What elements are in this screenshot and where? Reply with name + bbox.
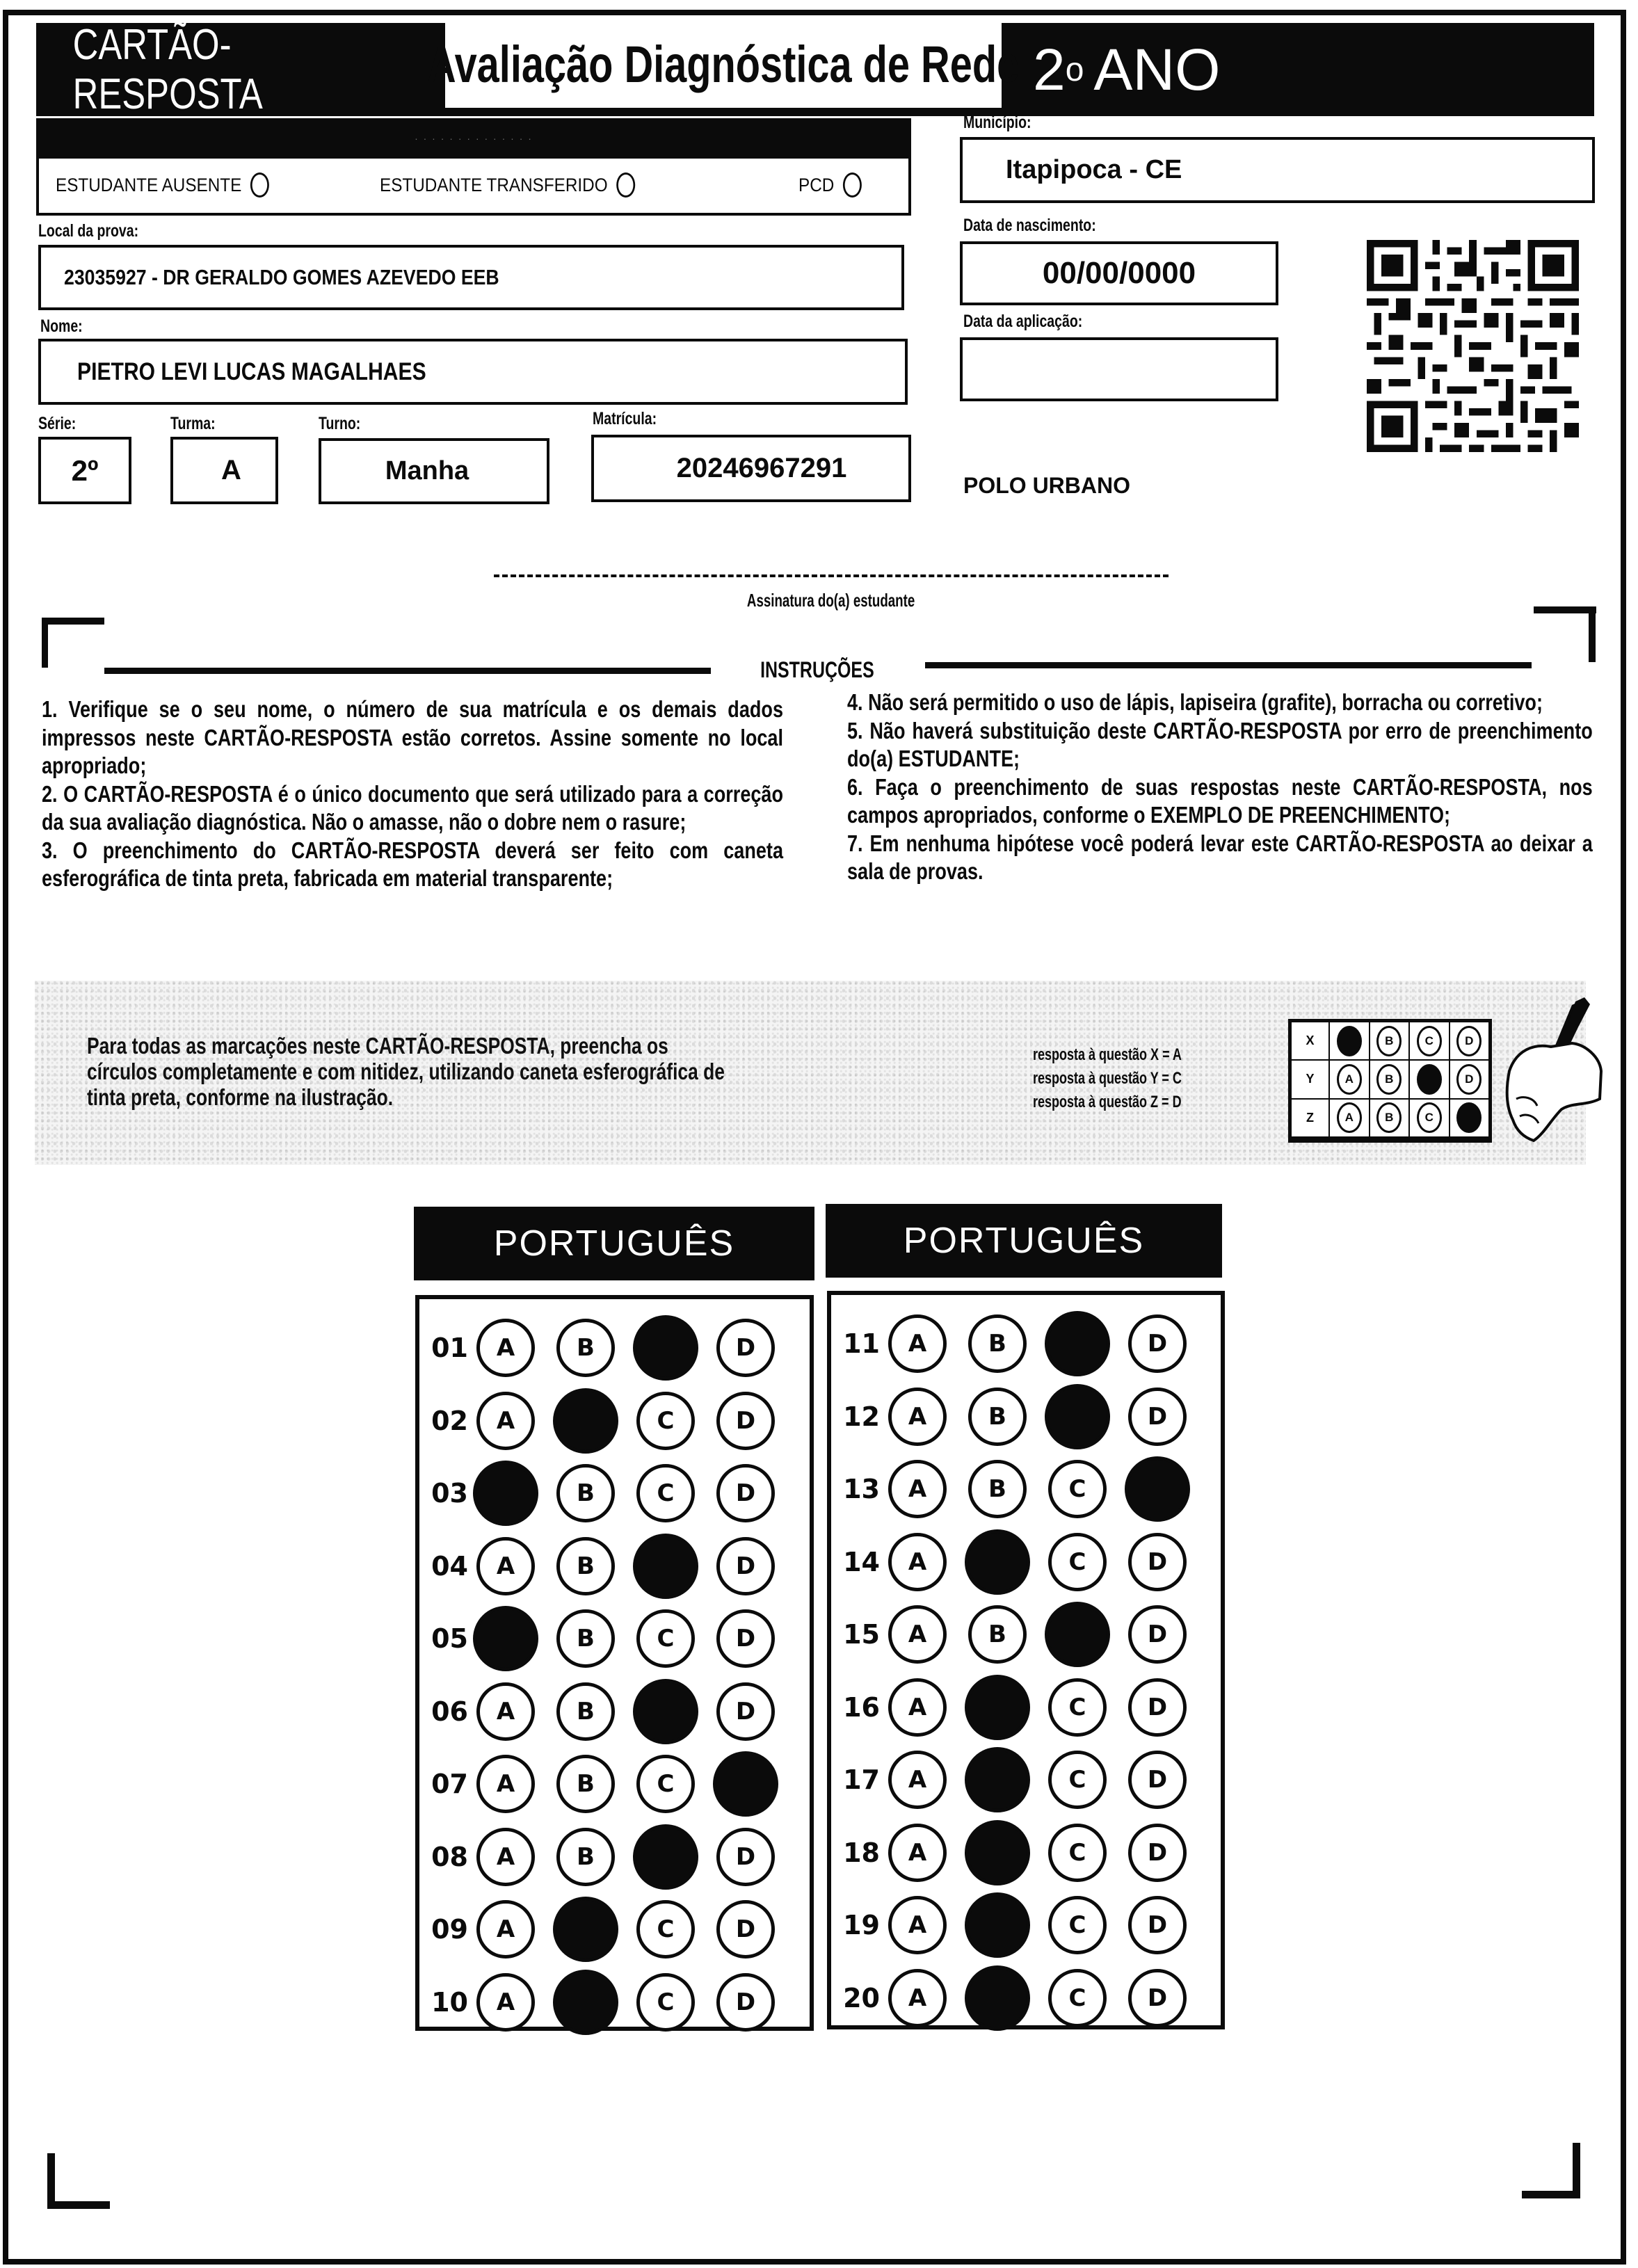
question-number: 14 [843, 1546, 880, 1577]
question-number: 19 [843, 1910, 880, 1940]
corner-mark-top-left-h [42, 618, 104, 625]
status-bar-header: · · · · · · · · · · · · · · [36, 118, 911, 159]
status-pcd[interactable] [798, 172, 862, 198]
example-bubble: C [1417, 1026, 1442, 1056]
exam-name: Avaliação Diagnóstica de Rede [427, 35, 1020, 93]
question-row [419, 1749, 796, 1819]
answer-bubble-filled[interactable] [633, 1315, 698, 1381]
answer-bubble[interactable]: A [888, 1751, 947, 1809]
hand-with-pen-icon [1468, 995, 1607, 1155]
status-pcd-label: PCD [798, 174, 835, 195]
answer-bubble[interactable]: A [888, 1533, 947, 1591]
question-row [419, 1458, 796, 1528]
turma-label: Turma: [170, 414, 216, 433]
question-number: 03 [431, 1478, 468, 1509]
answer-bubble-filled[interactable] [965, 1675, 1030, 1740]
answer-bubble-filled[interactable] [633, 1534, 698, 1599]
question-row [419, 1822, 796, 1892]
answer-bubble[interactable]: C [1048, 1678, 1107, 1737]
answer-bubble[interactable]: A [888, 1388, 947, 1446]
example-bubble: C [1417, 1102, 1442, 1133]
question-row [831, 1818, 1208, 1888]
question-row [831, 1745, 1208, 1815]
answer-bubble-filled[interactable] [473, 1606, 538, 1671]
answer-bubble[interactable]: D [1128, 1824, 1187, 1882]
answer-bubble-filled[interactable] [965, 1892, 1030, 1958]
answer-bubble[interactable]: D [1128, 1969, 1187, 2027]
question-number: 13 [843, 1474, 880, 1504]
example-bubble: A [1337, 1064, 1362, 1095]
corner-mark-bottom-left-h [47, 2201, 110, 2209]
nome-label: Nome: [40, 316, 83, 336]
municipio-label: Município: [963, 113, 1031, 132]
corner-mark-bottom-left-v [47, 2153, 55, 2209]
answer-bubble[interactable]: D [716, 1900, 775, 1959]
question-number: 11 [843, 1328, 880, 1359]
answer-bubble[interactable]: B [968, 1314, 1027, 1373]
grade-ordinal: o [1065, 51, 1084, 88]
corner-mark-top-right-v [1589, 606, 1596, 662]
example-q-label: Y [1291, 1060, 1329, 1098]
turno-field [319, 438, 549, 504]
serie-field [38, 437, 131, 504]
turma-value: A [221, 455, 241, 485]
question-row [831, 1673, 1208, 1742]
matricula-label: Matrícula: [593, 409, 657, 428]
turno-value: Manha [385, 456, 469, 485]
question-number: 05 [431, 1623, 468, 1654]
example-bubble: A [1337, 1102, 1362, 1133]
answer-bubble[interactable]: A [888, 1605, 947, 1664]
instructions-rule-right [925, 662, 1532, 668]
answer-bubble[interactable]: C [636, 1900, 695, 1959]
answer-bubble-filled[interactable] [553, 1970, 618, 2035]
local-field [38, 245, 904, 310]
answer-bubble[interactable]: C [636, 1973, 695, 2032]
answer-grid-2 [827, 1291, 1225, 2029]
answer-bubble[interactable]: B [968, 1460, 1027, 1518]
instruction-item: 7. Em nenhuma hipótese você poderá levar este CARTÃO-RESPOSTA ao deixar a sala de provas. [847, 830, 1593, 884]
question-row [419, 1386, 796, 1456]
answer-bubble-filled[interactable] [965, 1965, 1030, 2031]
aplicacao-label: Data da aplicação: [963, 312, 1083, 331]
example-bubble-filled [1337, 1026, 1362, 1056]
example-q-label: X [1291, 1022, 1329, 1060]
answer-bubble[interactable]: D [716, 1609, 775, 1668]
example-bubble-filled [1417, 1064, 1442, 1095]
fill-example-grid [1288, 1019, 1492, 1143]
question-number: 04 [431, 1550, 468, 1582]
answer-bubble[interactable]: B [968, 1388, 1027, 1446]
question-number: 07 [431, 1769, 468, 1799]
answer-bubble[interactable]: C [1048, 1824, 1107, 1882]
signature-line[interactable] [494, 574, 1169, 577]
answer-bubble[interactable]: D [716, 1973, 775, 2032]
answer-bubble-filled[interactable] [965, 1747, 1030, 1812]
question-row [419, 1677, 796, 1746]
answer-bubble[interactable]: A [888, 1460, 947, 1518]
answer-bubble-filled[interactable] [553, 1897, 618, 1962]
status-options [36, 157, 911, 216]
answer-bubble[interactable]: D [1128, 1678, 1187, 1737]
answer-bubble[interactable]: A [888, 1969, 947, 2027]
answer-bubble[interactable]: D [716, 1682, 775, 1741]
corner-mark-top-left-v [42, 618, 48, 668]
status-transferred-bubble[interactable] [616, 172, 635, 198]
answer-bubble[interactable]: C [1048, 1969, 1107, 2027]
instruction-item: 4. Não será permitido o uso de lápis, lapiseira (grafite), borracha ou corretivo; [847, 689, 1543, 715]
instruction-item: 6. Faça o preenchimento de suas respostas neste CARTÃO-RESPOSTA, nos campos apropriados, conforme o EXEMPLO DE PREENCHIMENTO; [847, 773, 1593, 828]
example-bubble: B [1376, 1102, 1402, 1133]
question-number: 15 [843, 1619, 880, 1650]
answer-bubble-filled[interactable] [1045, 1602, 1110, 1667]
question-number: 01 [431, 1333, 468, 1363]
answer-bubble[interactable]: A [476, 1900, 535, 1959]
instructions-title: INSTRUÇÕES [760, 657, 874, 682]
status-transferred-label: ESTUDANTE TRANSFERIDO [380, 174, 608, 195]
question-number: 12 [843, 1401, 880, 1432]
answer-bubble-filled[interactable] [965, 1820, 1030, 1885]
qr-code-icon [1367, 236, 1579, 456]
answer-bubble[interactable]: D [716, 1319, 775, 1377]
aplicacao-field[interactable] [960, 337, 1278, 401]
answer-bubble[interactable]: A [888, 1824, 947, 1882]
answer-bubble[interactable]: A [888, 1314, 947, 1373]
question-row [419, 1531, 796, 1601]
answer-bubble[interactable]: B [968, 1605, 1027, 1664]
fill-example-text: Para todas as marcações neste CARTÃO-RESPOSTA, preencha os círculos completamente e com nitidez, utilizando caneta esferográfica de tinta preta, conforme na ilustração. [87, 1033, 725, 1110]
nome-value: PIETRO LEVI LUCAS MAGALHAES [77, 357, 426, 385]
answer-bubble-filled[interactable] [713, 1751, 778, 1817]
municipio-field [960, 137, 1595, 203]
answer-bubble[interactable]: A [476, 1537, 535, 1595]
corner-mark-top-right-h [1534, 606, 1596, 613]
question-row [831, 1309, 1208, 1378]
answer-bubble[interactable]: A [476, 1973, 535, 2032]
answer-bubble-filled[interactable] [1125, 1456, 1190, 1522]
instruction-item: 2. O CARTÃO-RESPOSTA é o único documento que será utilizado para a correção da sua avaliação diagnóstica. Não o amasse, não o dobre nem o rasure; [42, 780, 783, 835]
answer-bubble[interactable]: D [1128, 1605, 1187, 1664]
answer-bubble[interactable]: D [716, 1828, 775, 1886]
example-bubble: B [1376, 1026, 1402, 1056]
question-number: 06 [431, 1696, 468, 1727]
question-row [831, 1454, 1208, 1524]
matricula-value: 20246967291 [676, 453, 847, 483]
answer-bubble[interactable]: D [1128, 1388, 1187, 1446]
answer-bubble[interactable]: A [476, 1755, 535, 1813]
answer-bubble[interactable]: D [1128, 1751, 1187, 1809]
question-number: 02 [431, 1405, 468, 1436]
instruction-item: 1. Verifique se o seu nome, o número de sua matrícula e os demais dados impressos neste CARTÃO-RESPOSTA estão corretos. Assine somente no local apropriado; [42, 696, 783, 778]
question-number: 18 [843, 1837, 880, 1868]
matricula-field [591, 435, 911, 502]
answer-bubble[interactable]: D [1128, 1896, 1187, 1954]
turma-field [170, 437, 278, 504]
answer-bubble-filled[interactable] [473, 1461, 538, 1526]
status-pcd-bubble[interactable] [843, 172, 862, 198]
answer-bubble[interactable]: C [1048, 1751, 1107, 1809]
serie-value: 2º [71, 453, 99, 487]
exam-name-box [427, 21, 1020, 108]
nascimento-field [960, 241, 1278, 305]
answer-bubble[interactable]: D [716, 1464, 775, 1522]
turno-label: Turno: [319, 414, 361, 433]
answer-bubble[interactable]: A [476, 1319, 535, 1377]
answer-bubble[interactable]: C [636, 1464, 695, 1522]
question-number: 20 [843, 1982, 880, 2013]
status-transferred[interactable] [380, 172, 635, 198]
question-number: 09 [431, 1914, 468, 1945]
answer-bubble[interactable]: C [1048, 1896, 1107, 1954]
status-absent-bubble[interactable] [250, 172, 269, 198]
answer-bubble[interactable]: C [636, 1392, 695, 1450]
nascimento-value: 00/00/0000 [1042, 256, 1196, 290]
question-number: 17 [843, 1764, 880, 1795]
answer-bubble[interactable]: D [1128, 1533, 1187, 1591]
answer-bubble[interactable]: C [1048, 1460, 1107, 1518]
answer-bubble[interactable]: C [636, 1755, 695, 1813]
answer-bubble[interactable]: C [636, 1609, 695, 1668]
corner-mark-bottom-right-v [1573, 2143, 1580, 2198]
question-row [419, 1604, 796, 1673]
serie-label: Série: [38, 414, 77, 433]
local-label: Local da prova: [38, 221, 139, 241]
nascimento-label: Data de nascimento: [963, 216, 1096, 235]
answer-bubble[interactable]: A [476, 1392, 535, 1450]
answer-grid-1 [415, 1295, 814, 2031]
nome-field [38, 339, 908, 405]
example-bubble: D [1456, 1064, 1482, 1095]
polo-label: POLO URBANO [963, 473, 1130, 498]
answer-bubble-filled[interactable] [1045, 1384, 1110, 1449]
answer-bubble-filled[interactable] [633, 1679, 698, 1744]
answer-bubble[interactable]: A [888, 1678, 947, 1737]
question-row [831, 1600, 1208, 1669]
card-title: CARTÃO-RESPOSTA [72, 21, 263, 118]
answer-bubble[interactable]: A [888, 1896, 947, 1954]
grade-label [1033, 23, 1220, 116]
question-number: 16 [843, 1691, 880, 1723]
question-row [419, 1313, 796, 1383]
question-row [419, 1968, 796, 2037]
answer-bubble-filled[interactable] [633, 1824, 698, 1890]
fill-example-legend: resposta à questão X = A resposta à questão Y = C resposta à questão Z = D [1033, 1045, 1182, 1111]
instructions-right [847, 689, 1593, 886]
instructions-left [42, 695, 783, 893]
question-number: 08 [431, 1841, 468, 1872]
instructions-rule-left [104, 668, 711, 674]
answer-bubble-filled[interactable] [965, 1529, 1030, 1595]
grade-number: 2 [1033, 36, 1066, 102]
answer-bubble-filled[interactable] [1045, 1311, 1110, 1376]
answer-bubble-filled[interactable] [553, 1388, 618, 1454]
question-row [831, 1963, 1208, 2033]
answer-bubble[interactable]: A [476, 1828, 535, 1886]
question-row [831, 1527, 1208, 1597]
municipio-value: Itapipoca - CE [1006, 155, 1182, 184]
answer-bubble[interactable]: B [556, 1755, 615, 1813]
answer-bubble[interactable]: D [1128, 1314, 1187, 1373]
question-number: 10 [431, 1986, 468, 2018]
answer-bubble[interactable]: B [556, 1609, 615, 1668]
answer-bubble[interactable]: B [556, 1537, 615, 1595]
status-absent-label: ESTUDANTE AUSENTE [56, 174, 242, 195]
answer-bubble[interactable]: D [716, 1392, 775, 1450]
answer-bubble[interactable]: B [556, 1464, 615, 1522]
answer-bubble[interactable]: B [556, 1319, 615, 1377]
local-value: 23035927 - DR GERALDO GOMES AZEVEDO EEB [64, 265, 499, 289]
instruction-item: 3. O preenchimento do CARTÃO-RESPOSTA deverá ser feito com caneta esferográfica de tinta preta, fabricada em material transparente; [42, 837, 783, 891]
question-row [831, 1890, 1208, 1960]
signature-label: Assinatura do(a) estudante [747, 590, 915, 611]
grade-suffix: ANO [1093, 36, 1221, 102]
answer-bubble[interactable]: B [556, 1682, 615, 1741]
instruction-item: 5. Não haverá substituição deste CARTÃO-RESPOSTA por erro de preenchimento do(a) ESTUDANTE; [847, 717, 1593, 771]
answer-bubble[interactable]: B [556, 1828, 615, 1886]
section-header-portugues-1: PORTUGUÊS [414, 1207, 814, 1280]
answer-bubble[interactable]: A [476, 1682, 535, 1741]
section-header-portugues-2: PORTUGUÊS [826, 1204, 1222, 1278]
example-bubble: D [1456, 1026, 1482, 1056]
status-absent[interactable] [56, 172, 269, 198]
example-q-label: Z [1291, 1099, 1329, 1137]
question-row [419, 1895, 796, 1964]
corner-mark-bottom-right-h [1522, 2191, 1580, 2198]
example-bubble: B [1376, 1064, 1402, 1095]
question-row [831, 1382, 1208, 1451]
answer-bubble[interactable]: C [1048, 1533, 1107, 1591]
answer-bubble[interactable]: D [716, 1537, 775, 1595]
